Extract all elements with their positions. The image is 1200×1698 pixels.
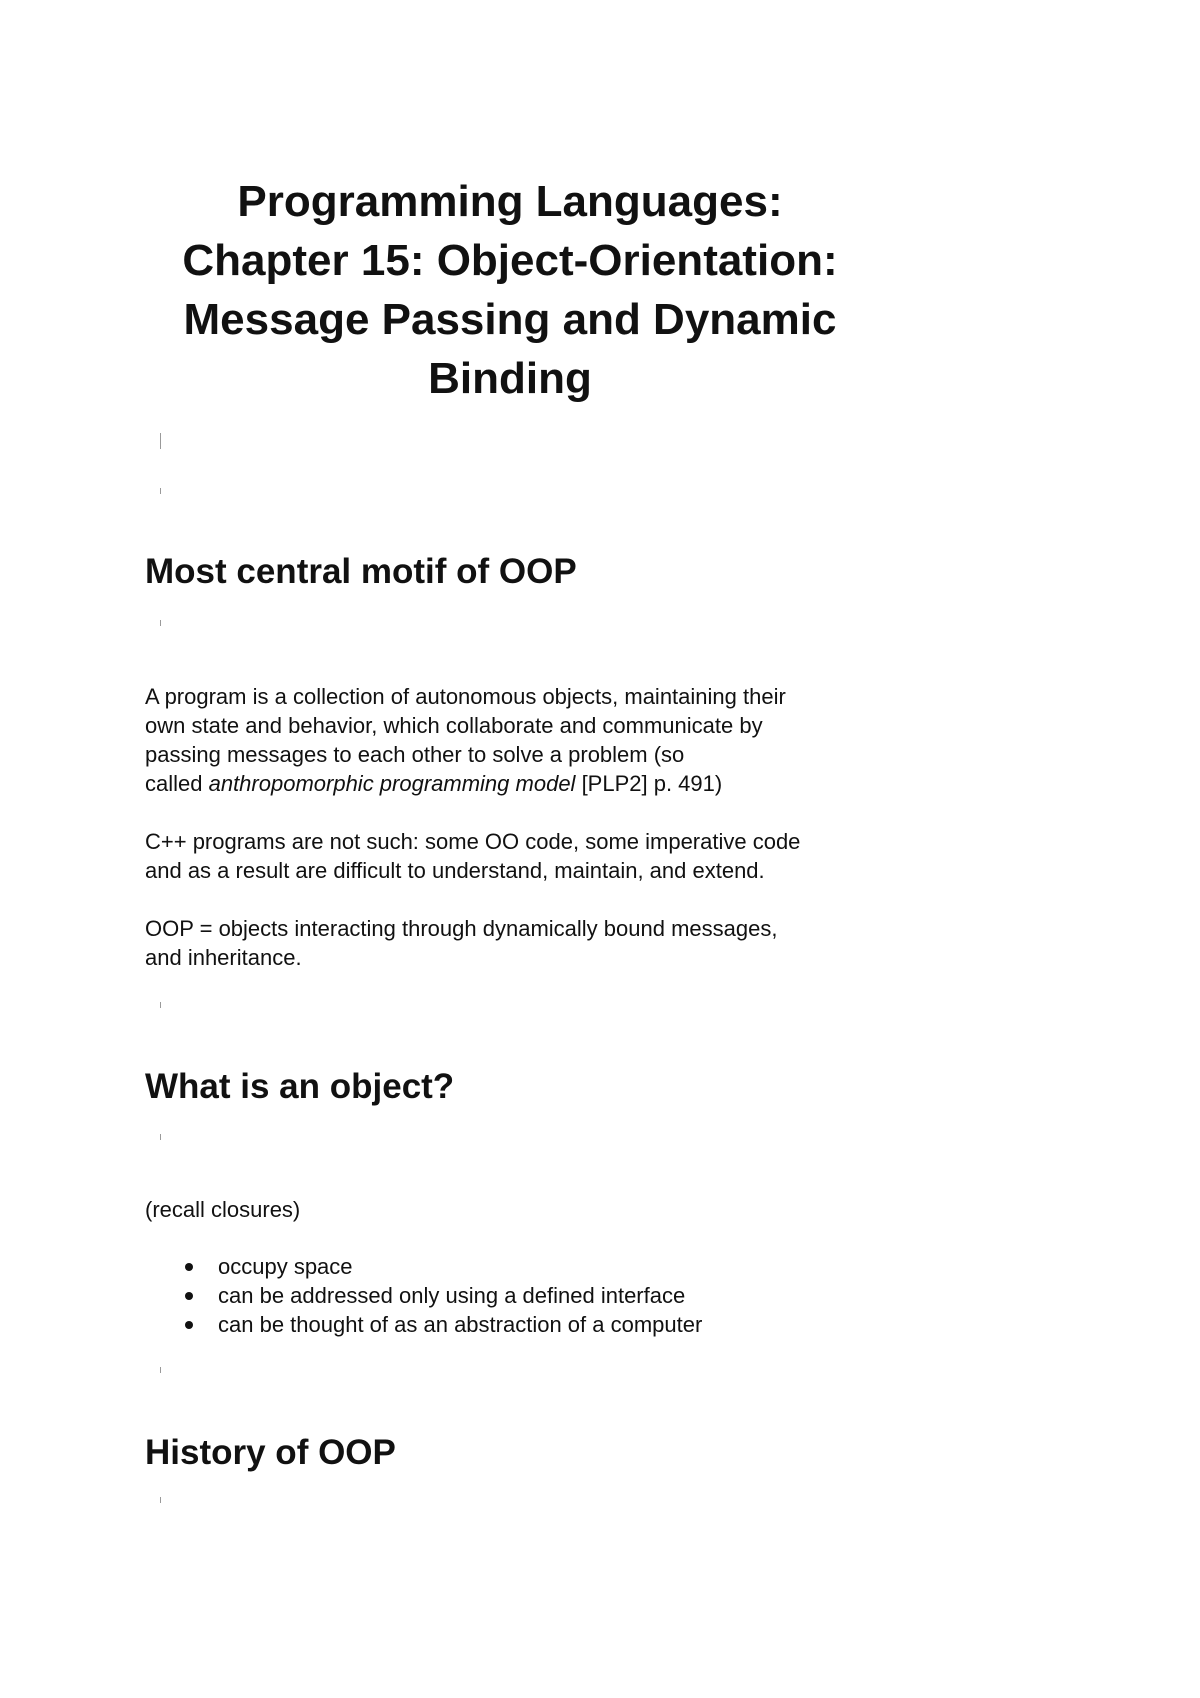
page-title	[140, 172, 880, 408]
paragraph-line: and inheritance.	[145, 945, 302, 970]
anchor-marker	[160, 1002, 161, 1008]
list-item-text: occupy space	[218, 1254, 353, 1279]
bullet-icon	[185, 1263, 193, 1271]
section-heading-what-is-object: What is an object?	[145, 1067, 455, 1106]
bullet-icon	[185, 1321, 193, 1329]
anchor-marker	[160, 1497, 161, 1503]
section-heading-history: History of OOP	[145, 1433, 396, 1472]
paragraph-line: C++ programs are not such: some OO code, some imperative code	[145, 829, 801, 854]
object-properties-list	[145, 1252, 702, 1339]
title-line: Programming Languages:	[237, 177, 783, 226]
paragraph-program-definition	[145, 682, 895, 798]
anchor-marker	[160, 1367, 161, 1373]
anchor-marker	[160, 1134, 161, 1140]
list-item-text: can be thought of as an abstraction of a computer	[218, 1312, 703, 1337]
title-line: Message Passing and Dynamic	[183, 295, 837, 344]
paragraph-line: A program is a collection of autonomous objects, maintaining their	[145, 684, 786, 709]
section-heading-central-motif: Most central motif of OOP	[145, 552, 577, 591]
paragraph-line	[145, 769, 895, 798]
paragraph-oop-definition	[145, 914, 895, 972]
paragraph-line: own state and behavior, which collaborate and communicate by	[145, 713, 763, 738]
text-run: [PLP2] p. 491)	[575, 771, 723, 796]
list-item	[145, 1281, 702, 1310]
title-line: Binding	[428, 354, 592, 403]
bullet-icon	[185, 1292, 193, 1300]
paragraph-cpp-programs	[145, 827, 895, 885]
anchor-marker	[160, 620, 161, 626]
paragraph-line: (recall closures)	[145, 1197, 301, 1222]
anchor-marker	[160, 433, 161, 449]
text-run: called	[145, 771, 209, 796]
paragraph-line: passing messages to each other to solve a problem (so	[145, 742, 685, 767]
paragraph-recall-closures	[145, 1195, 895, 1224]
italic-term: anthropomorphic programming model	[208, 771, 576, 796]
list-item	[145, 1252, 702, 1281]
list-item-text: can be addressed only using a defined interface	[218, 1283, 686, 1308]
paragraph-line: OOP = objects interacting through dynamically bound messages,	[145, 916, 778, 941]
paragraph-line: and as a result are difficult to understand, maintain, and extend.	[145, 858, 765, 883]
anchor-marker	[160, 488, 161, 494]
list-item	[145, 1310, 702, 1339]
title-line: Chapter 15: Object-Orientation:	[182, 236, 838, 285]
